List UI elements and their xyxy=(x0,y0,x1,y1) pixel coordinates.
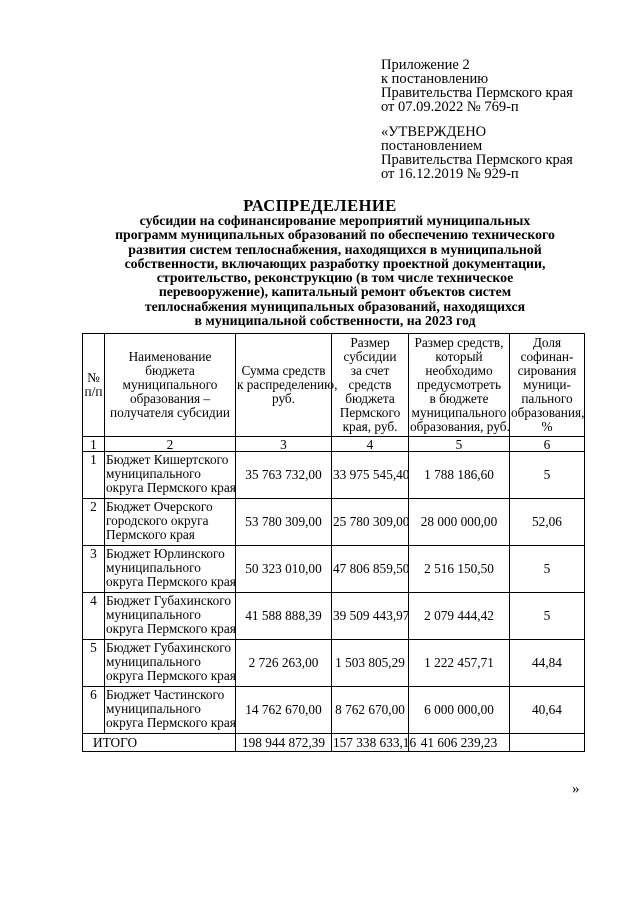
subtitle-line: субсидии на софинансирование мероприятий муниципальных xyxy=(139,213,531,228)
municipal-amount: 1 222 457,71 xyxy=(409,640,510,687)
header-budget-name: Наименование бюджета муниципального образования – получателя субсидии xyxy=(105,334,236,437)
subsidy-amount: 8 762 670,00 xyxy=(332,687,409,734)
subsidy-amount: 47 806 859,50 xyxy=(332,546,409,593)
distribution-table xyxy=(82,333,585,752)
totals-total-amount: 198 944 872,39 xyxy=(236,734,332,752)
totals-row xyxy=(83,734,585,752)
total-amount: 14 762 670,00 xyxy=(236,687,332,734)
row-number: 3 xyxy=(83,546,105,593)
cofinancing-share: 52,06 xyxy=(510,499,585,546)
table-row xyxy=(83,499,585,546)
total-amount: 41 588 888,39 xyxy=(236,593,332,640)
total-amount: 53 780 309,00 xyxy=(236,499,332,546)
budget-name: Бюджет Кишертского муниципального округа Пермского края xyxy=(105,452,236,499)
header-row xyxy=(83,334,585,437)
table-row xyxy=(83,452,585,499)
header-regional-subsidy: Размер субсидии за счет средств бюджета Пермского края, руб. xyxy=(332,334,409,437)
subsidy-amount: 39 509 443,97 xyxy=(332,593,409,640)
total-amount: 2 726 263,00 xyxy=(236,640,332,687)
cofinancing-share: 44,84 xyxy=(510,640,585,687)
approval-note xyxy=(381,125,573,181)
row-number: 2 xyxy=(83,499,105,546)
closing-quote: » xyxy=(572,781,580,797)
table-row xyxy=(83,687,585,734)
column-number: 5 xyxy=(409,437,510,452)
cofinancing-share: 5 xyxy=(510,546,585,593)
column-number: 2 xyxy=(105,437,236,452)
header-total-amount: Сумма средств к распределению, руб. xyxy=(236,334,332,437)
row-number: 1 xyxy=(83,452,105,499)
subtitle-line: теплоснабжения муниципальных образований, находящихся xyxy=(144,298,526,314)
budget-name: Бюджет Очерского городского округа Пермского края xyxy=(105,499,236,546)
budget-name: Бюджет Губахинского муниципального округа Пермского края xyxy=(105,640,236,687)
totals-label: ИТОГО xyxy=(83,734,236,752)
municipal-amount: 6 000 000,00 xyxy=(409,687,510,734)
row-number: 4 xyxy=(83,593,105,640)
total-amount: 35 763 732,00 xyxy=(236,452,332,499)
header-cofinancing-share: Доля софинан- сирования муници- пального образования, % xyxy=(510,334,585,437)
appendix-note xyxy=(381,58,573,114)
subtitle-line: перевооружение), капитальный ремонт объектов систем xyxy=(158,284,512,300)
table-row xyxy=(83,546,585,593)
appendix-line: Правительства Пермского края xyxy=(381,85,573,101)
subtitle-line: в муниципальной собственности, на 2023 год xyxy=(194,313,476,329)
approval-line: «УТВЕРЖДЕНО xyxy=(381,124,487,140)
column-number: 1 xyxy=(83,437,105,452)
header-number: № п/п xyxy=(83,334,105,437)
row-number: 5 xyxy=(83,640,105,687)
table-row xyxy=(83,593,585,640)
approval-line: от 16.12.2019 № 929-п xyxy=(381,166,519,182)
subtitle-line: собственности, включающих разработку проектной документации, xyxy=(124,255,546,271)
row-number: 6 xyxy=(83,687,105,734)
approval-line: Правительства Пермского края xyxy=(381,152,573,168)
appendix-line: от 07.09.2022 № 769-п xyxy=(381,99,519,115)
cofinancing-share: 40,64 xyxy=(510,687,585,734)
approval-line: постановлением xyxy=(381,138,483,154)
totals-share xyxy=(510,734,585,752)
total-amount: 50 323 010,00 xyxy=(236,546,332,593)
column-number: 3 xyxy=(236,437,332,452)
municipal-amount: 28 000 000,00 xyxy=(409,499,510,546)
totals-municipal-amount: 41 606 239,23 xyxy=(409,734,510,752)
document-title: РАСПРЕДЕЛЕНИЕ xyxy=(243,196,397,215)
table-row xyxy=(83,640,585,687)
subsidy-amount: 1 503 805,29 xyxy=(332,640,409,687)
column-number: 4 xyxy=(332,437,409,452)
budget-name: Бюджет Юрлинского муниципального округа Пермского края xyxy=(105,546,236,593)
subtitle-line: программ муниципальных образований по обеспечению технического xyxy=(115,227,555,243)
subtitle-line: строительство, реконструкцию (в том числе техническое xyxy=(156,270,514,286)
appendix-line: к постановлению xyxy=(381,71,489,87)
totals-subsidy-amount: 157 338 633,16 xyxy=(333,734,417,750)
cofinancing-share: 5 xyxy=(510,452,585,499)
municipal-amount: 1 788 186,60 xyxy=(409,452,510,499)
municipal-amount: 2 079 444,42 xyxy=(409,593,510,640)
column-number: 6 xyxy=(510,437,585,452)
cofinancing-share: 5 xyxy=(510,593,585,640)
document-subtitle xyxy=(85,214,585,328)
municipal-amount: 2 516 150,50 xyxy=(409,546,510,593)
budget-name: Бюджет Частинского муниципального округа Пермского края xyxy=(105,687,236,734)
budget-name: Бюджет Губахинского муниципального округа Пермского края xyxy=(105,593,236,640)
appendix-line: Приложение 2 xyxy=(381,57,470,73)
column-number-row xyxy=(83,437,585,452)
subsidy-amount: 25 780 309,00 xyxy=(332,499,409,546)
header-municipal-funds: Размер средств, который необходимо предусмотреть в бюджете муниципального образования, руб. xyxy=(409,334,510,437)
subtitle-line: развития систем теплоснабжения, находящихся в муниципальной xyxy=(128,241,542,257)
subsidy-amount: 33 975 545,40 xyxy=(332,452,409,499)
